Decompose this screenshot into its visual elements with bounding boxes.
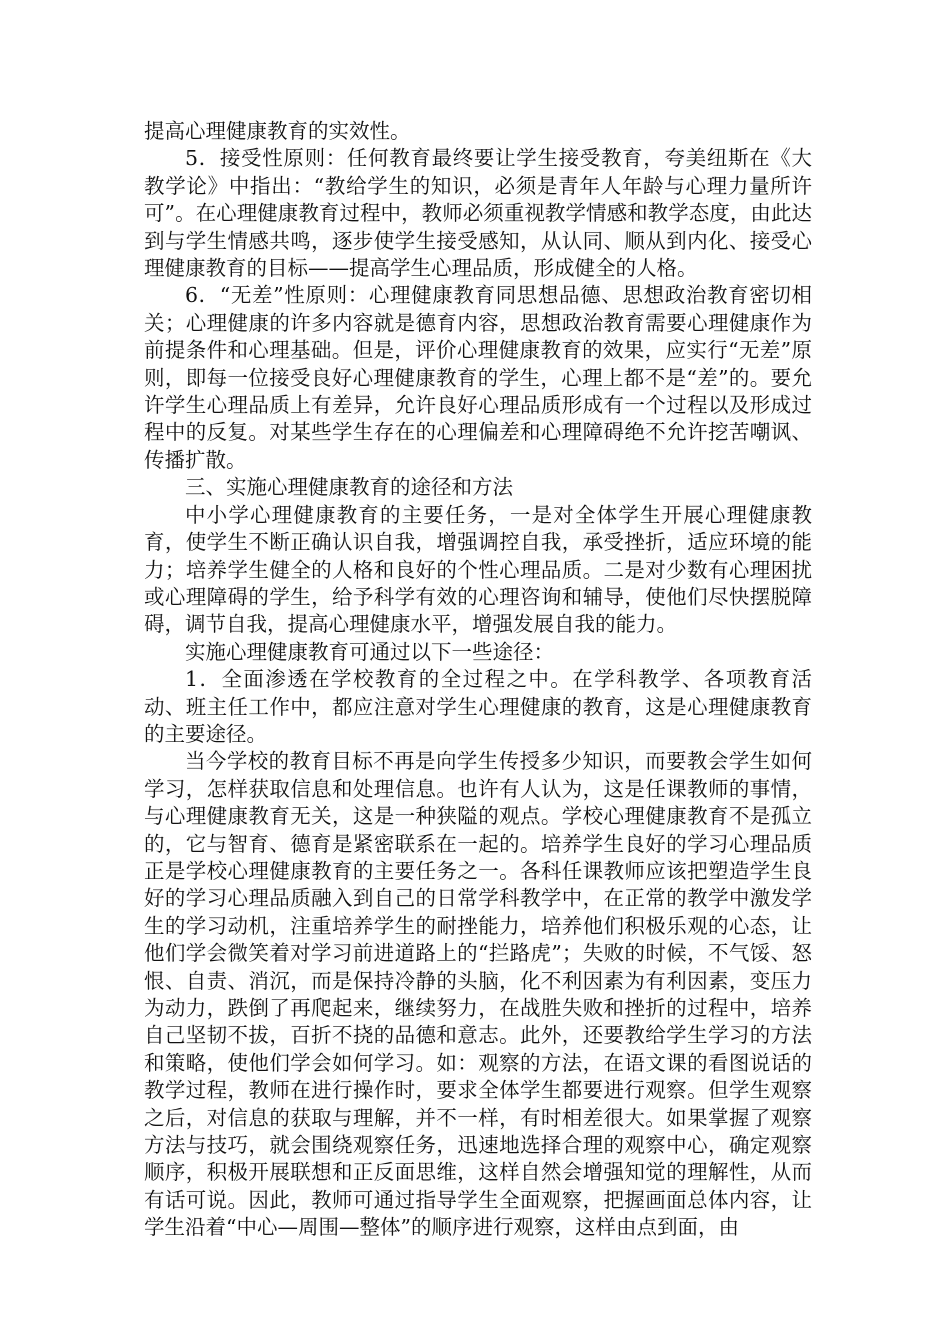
paragraph-approach-1: 1．全面渗透在学校教育的全过程之中。在学科教学、各项教育活动、班主任工作中，都应注意对学生心理健康的教育，这是心理健康教育的主要途径。	[144, 667, 812, 746]
paragraph-continuation: 提高心理健康教育的实效性。	[144, 119, 411, 143]
paragraph-no-difference-principle: 6．“无差”性原则：心理健康教育同思想品德、思想政治教育密切相关；心理健康的许多内容就是德育内容，思想政治教育需要心理健康作为前提条件和心理基础。但是，评价心理健康教育的效果，应实行“无差”原则，即每一位接受良好心理健康教育的学生，心理上都不是“差”的。要允许学生心理品质上有差异，允许良好心理品质形成有一个过程以及形成过程中的反复。对某些学生存在的心理偏差和心理障碍绝不允许挖苦嘲讽、传播扩散。	[144, 283, 812, 472]
paragraph-main-tasks: 中小学心理健康教育的主要任务，一是对全体学生开展心理健康教育，使学生不断正确认识自我，增强调控自我，承受挫折，适应环境的能力；培养学生健全的人格和良好的个性心理品质。二是对少数有心理困扰或心理障碍的学生，给予科学有效的心理咨询和辅导，使他们尽快摆脱障碍，调节自我，提高心理健康水平，增强发展自我的能力。	[144, 502, 812, 637]
paragraph-school-goals: 当今学校的教育目标不再是向学生传授多少知识，而要教会学生如何学习，怎样获取信息和处理信息。也许有人认为，这是任课教师的事情，与心理健康教育无关，这是一种狭隘的观点。学校心理健康教育不是孤立的，它与智育、德育是紧密联系在一起的。培养学生良好的学习心理品质正是学校心理健康教育的主要任务之一。各科任课教师应该把塑造学生良好的学习心理品质融入到自己的日常学科教学中，在正常的教学中激发学生的学习动机，注重培养学生的耐挫能力，培养他们积极乐观的心态，让他们学会微笑着对学习前进道路上的“拦路虎”；失败的时候，不气馁、怒恨、自责、消沉，而是保持冷静的头脑，化不利因素为有利因素，变压力为动力，跌倒了再爬起来，继续努力，在战胜失败和挫折的过程中，培养自己坚韧不拔，百折不挠的品德和意志。此外，还要教给学生学习的方法和策略，使他们学会如何学习。如：观察的方法，在语文课的看图说话的教学过程，教师在进行操作时，要求全体学生都要进行观察。但学生观察之后，对信息的获取与理解，并不一样，有时相差很大。如果掌握了观察方法与技巧，就会围绕观察任务，迅速地选择合理的观察中心，确定观察顺序，积极开展联想和正反面思维，这样自然会增强知觉的理解性，从而有话可说。因此，教师可通过指导学生全面观察，把握画面总体内容，让学生沿着“中心—周围—整体”的顺序进行观察，这样由点到面，由	[144, 749, 812, 1240]
paragraph-approaches-intro: 实施心理健康教育可通过以下一些途径：	[185, 639, 554, 664]
section-heading: 三、实施心理健康教育的途径和方法	[185, 475, 513, 500]
document-body	[144, 118, 812, 1242]
paragraph-acceptance-principle: 5．接受性原则：任何教育最终要让学生接受教育，夸美纽斯在《大教学论》中指出：“教给学生的知识，必须是青年人年龄与心理力量所许可”。在心理健康教育过程中，教师必须重视教学情感和教学态度，由此达到与学生情感共鸣，逐步使学生接受感知，从认同、顺从到内化、接受心理健康教育的目标——提高学生心理品质，形成健全的人格。	[144, 146, 812, 281]
